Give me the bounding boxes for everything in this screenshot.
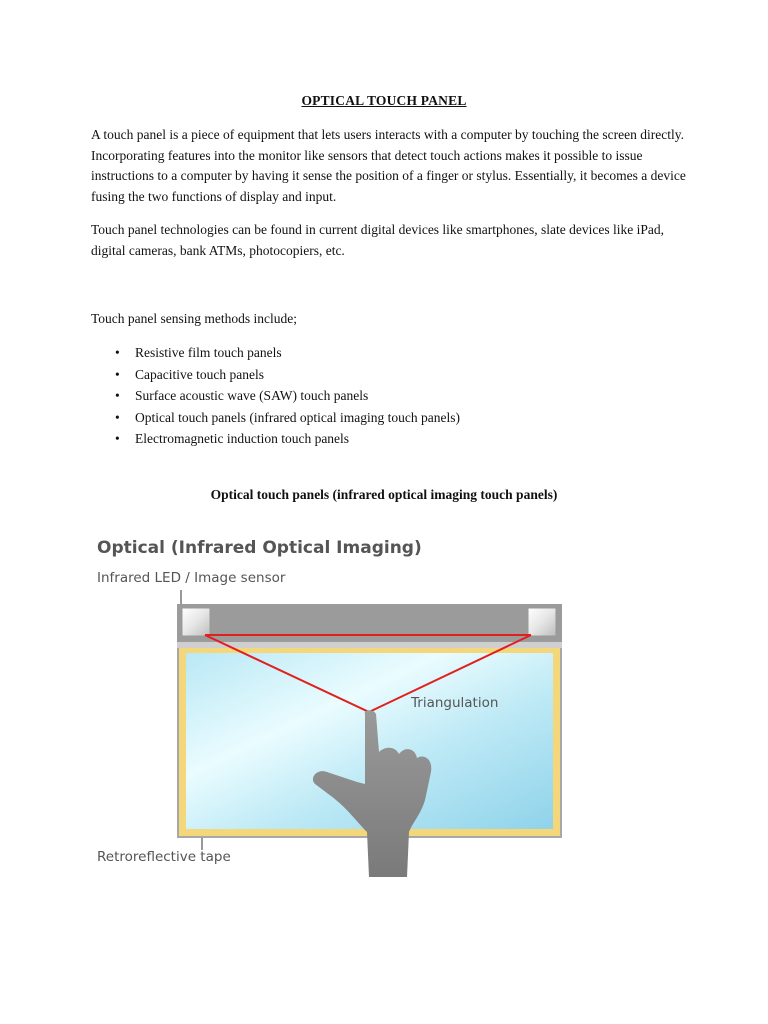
- bullet-icon: •: [115, 388, 120, 404]
- list-item: [91, 342, 460, 364]
- list-item-text: Capacitive touch panels: [135, 366, 264, 382]
- optical-touch-diagram: [95, 532, 575, 877]
- bullet-icon: •: [115, 409, 120, 425]
- section-subheading: Optical touch panels (infrared optical imaging touch panels): [210, 487, 558, 502]
- document-title: OPTICAL TOUCH PANEL: [301, 93, 467, 108]
- list-item: [91, 364, 460, 386]
- list-item: [91, 407, 460, 429]
- bullet-icon: •: [115, 431, 120, 447]
- sensing-methods-list: [91, 342, 460, 450]
- paragraph-intro: A touch panel is a piece of equipment that lets users interacts with a computer by touching the screen directly. Incorporating features into the monitor like sensors that detect touch actions makes it possible to issue instructions to a computer by having it sense the position of a finger or stylus. Essentially, it becomes a device fusing the two functions of display and input.: [91, 127, 686, 204]
- list-item: [91, 428, 460, 450]
- paragraph-devices: Touch panel technologies can be found in current digital devices like smartphones, slate devices like iPad, digital cameras, bank ATMs, photocopiers, etc.: [91, 222, 665, 258]
- bullet-icon: •: [115, 366, 120, 382]
- paragraph-methods-intro: Touch panel sensing methods include;: [91, 311, 298, 326]
- list-item: [91, 385, 460, 407]
- list-item-text: Surface acoustic wave (SAW) touch panels: [135, 388, 369, 404]
- infrared-led-sensor-icon: [182, 608, 210, 636]
- retroreflective-tape-label: Retroreflective tape: [97, 849, 231, 865]
- figure-title: Optical (Infrared Optical Imaging): [97, 538, 422, 558]
- bullet-icon: •: [115, 345, 120, 360]
- sensor-bar: [177, 604, 562, 648]
- infrared-led-sensor-icon: [528, 608, 556, 636]
- list-item-text: Optical touch panels (infrared optical imaging touch panels): [135, 409, 461, 425]
- list-item-text: Electromagnetic induction touch panels: [135, 431, 350, 447]
- led-sensor-label: Infrared LED / Image sensor: [97, 570, 286, 586]
- triangulation-label: Triangulation: [411, 695, 499, 711]
- list-item-text: Resistive film touch panels: [135, 345, 282, 360]
